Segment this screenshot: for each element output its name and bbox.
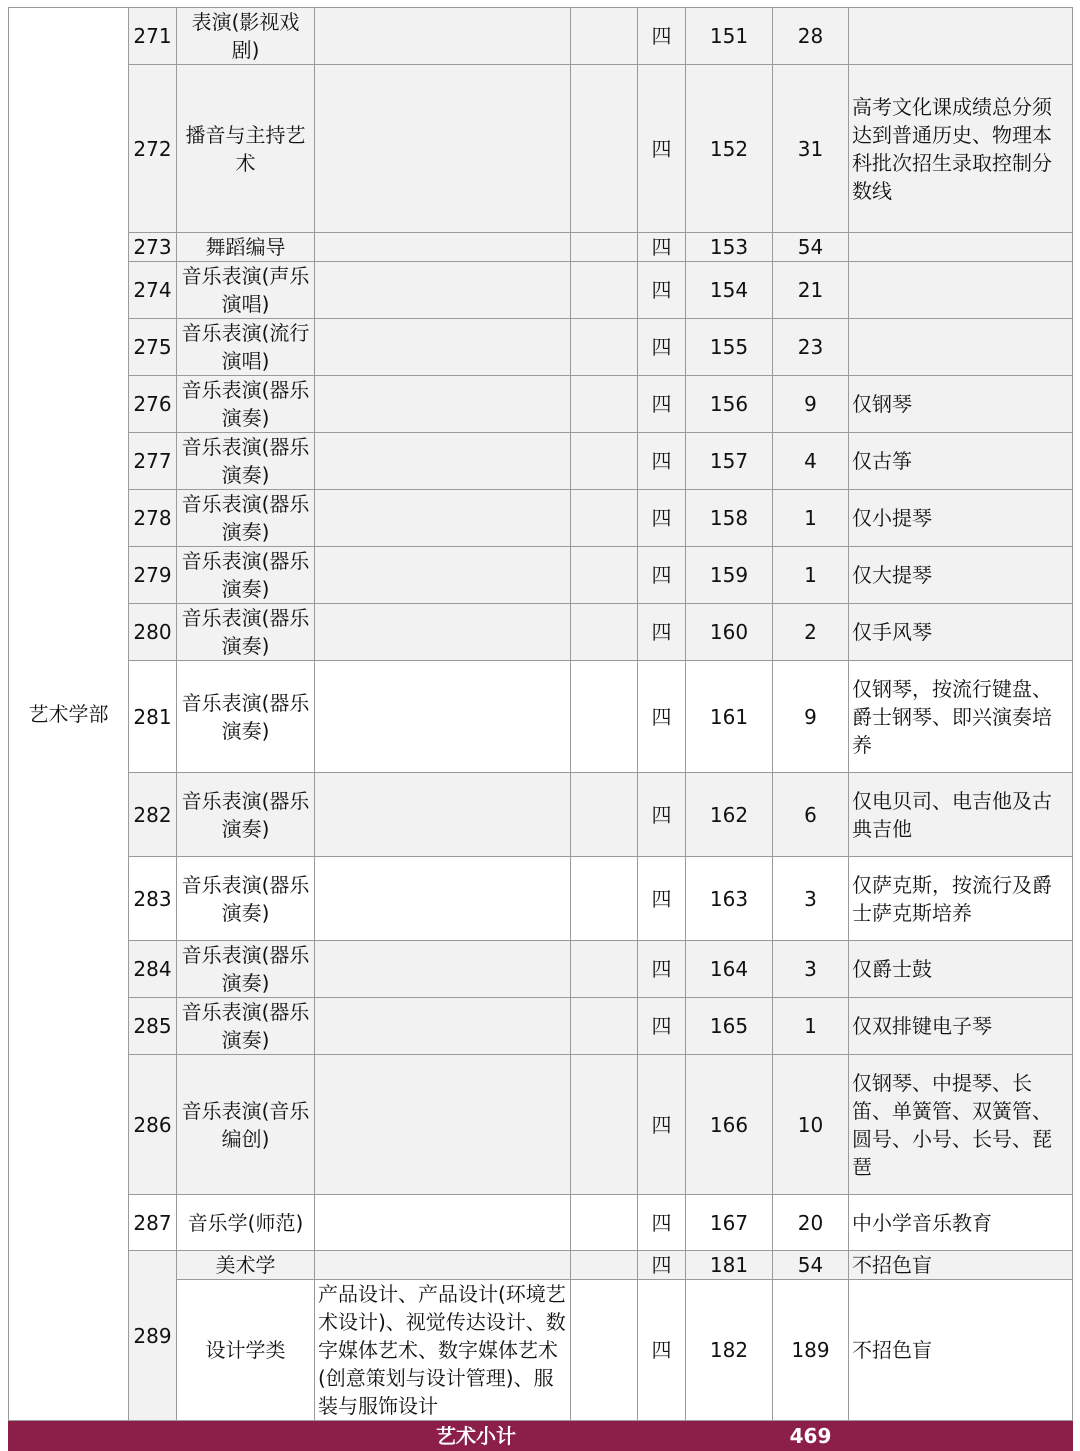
major-code: 162: [686, 773, 773, 857]
remark: [849, 233, 1073, 262]
row-number: 287: [129, 1195, 177, 1251]
table-row: [9, 319, 1073, 376]
remark: 仅钢琴: [849, 376, 1073, 433]
row-number: 276: [129, 376, 177, 433]
plan-count: 54: [773, 1251, 849, 1280]
major-name: 音乐表演(器乐演奏): [177, 857, 315, 941]
study-years: 四: [638, 1251, 686, 1280]
major-name: 音乐表演(器乐演奏): [177, 433, 315, 490]
total-spacer: [638, 1421, 773, 1451]
row-number: 271: [129, 8, 177, 65]
study-years: 四: [638, 262, 686, 319]
major-code: 158: [686, 490, 773, 547]
major-code: 164: [686, 941, 773, 998]
sub-major: [315, 773, 571, 857]
table-row: [9, 773, 1073, 857]
blank-cell: [571, 604, 638, 661]
major-code: 181: [686, 1251, 773, 1280]
remark: 仅小提琴: [849, 490, 1073, 547]
study-years: 四: [638, 433, 686, 490]
total-spacer: [849, 1421, 1073, 1451]
major-name: 音乐表演(器乐演奏): [177, 376, 315, 433]
major-name: 音乐表演(器乐演奏): [177, 490, 315, 547]
study-years: 四: [638, 319, 686, 376]
sub-major: [315, 604, 571, 661]
row-number: 278: [129, 490, 177, 547]
watermark: 高考直通车: [952, 1365, 1052, 1389]
table-row: [9, 1195, 1073, 1251]
remark: 仅钢琴、中提琴、长笛、单簧管、双簧管、圆号、小号、长号、琵琶: [849, 1055, 1073, 1195]
major-code: 166: [686, 1055, 773, 1195]
study-years: 四: [638, 661, 686, 773]
major-code: 167: [686, 1195, 773, 1251]
study-years: 四: [638, 65, 686, 233]
row-number: 272: [129, 65, 177, 233]
sub-major: [315, 941, 571, 998]
table-row: [9, 8, 1073, 65]
major-name: 设计学类: [177, 1280, 315, 1421]
total-label: 艺术小计: [315, 1421, 638, 1451]
plan-count: 9: [773, 376, 849, 433]
sub-major: [315, 1055, 571, 1195]
blank-cell: [571, 376, 638, 433]
study-years: 四: [638, 998, 686, 1055]
major-name: 表演(影视戏剧): [177, 8, 315, 65]
plan-count: 6: [773, 773, 849, 857]
table-row: [9, 490, 1073, 547]
major-code: 159: [686, 547, 773, 604]
major-code: 153: [686, 233, 773, 262]
major-name: 音乐表演(音乐编创): [177, 1055, 315, 1195]
table-row: [9, 1055, 1073, 1195]
plan-count: 20: [773, 1195, 849, 1251]
sub-major: [315, 1251, 571, 1280]
plan-count: 4: [773, 433, 849, 490]
remark: 高考文化课成绩总分须达到普通历史、物理本科批次招生录取控制分数线: [849, 65, 1073, 233]
table-row: [9, 65, 1073, 233]
sub-major: [315, 65, 571, 233]
plan-count: 31: [773, 65, 849, 233]
blank-cell: [571, 773, 638, 857]
blank-cell: [571, 8, 638, 65]
major-name: 音乐表演(器乐演奏): [177, 661, 315, 773]
blank-cell: [571, 433, 638, 490]
table-row: [9, 941, 1073, 998]
major-name: 音乐学(师范): [177, 1195, 315, 1251]
plan-count: 9: [773, 661, 849, 773]
enrollment-table: [8, 7, 1073, 1451]
blank-cell: [571, 547, 638, 604]
remark: 仅手风琴: [849, 604, 1073, 661]
plan-count: 3: [773, 857, 849, 941]
sub-major: [315, 233, 571, 262]
table-row: [9, 262, 1073, 319]
sub-major: [315, 433, 571, 490]
study-years: 四: [638, 233, 686, 262]
blank-cell: [571, 1251, 638, 1280]
table-row: [9, 376, 1073, 433]
major-code: 155: [686, 319, 773, 376]
remark: 仅双排键电子琴: [849, 998, 1073, 1055]
total-value: 469: [773, 1421, 849, 1451]
major-name: 播音与主持艺术: [177, 65, 315, 233]
row-number: 281: [129, 661, 177, 773]
table-row: [9, 661, 1073, 773]
study-years: 四: [638, 941, 686, 998]
sub-major: [315, 998, 571, 1055]
plan-count: 28: [773, 8, 849, 65]
table-row: [9, 433, 1073, 490]
blank-cell: [571, 661, 638, 773]
remark: 不招色盲: [849, 1280, 1073, 1421]
plan-count: 1: [773, 547, 849, 604]
study-years: 四: [638, 547, 686, 604]
major-code: 156: [686, 376, 773, 433]
major-code: 165: [686, 998, 773, 1055]
study-years: 四: [638, 376, 686, 433]
study-years: 四: [638, 857, 686, 941]
plan-count: 21: [773, 262, 849, 319]
table-row: [9, 998, 1073, 1055]
major-code: 151: [686, 8, 773, 65]
row-number: 274: [129, 262, 177, 319]
major-name: 音乐表演(器乐演奏): [177, 604, 315, 661]
plan-count: 1: [773, 998, 849, 1055]
major-name: 音乐表演(器乐演奏): [177, 998, 315, 1055]
remark: 仅大提琴: [849, 547, 1073, 604]
plan-count: 189: [773, 1280, 849, 1421]
remark: 仅古筝: [849, 433, 1073, 490]
blank-cell: [571, 233, 638, 262]
blank-cell: [571, 941, 638, 998]
total-row: [9, 1421, 1073, 1451]
row-number: 286: [129, 1055, 177, 1195]
sub-major: [315, 857, 571, 941]
table-row: [9, 547, 1073, 604]
sub-major: [315, 376, 571, 433]
blank-cell: [571, 262, 638, 319]
major-name: 音乐表演(器乐演奏): [177, 941, 315, 998]
study-years: 四: [638, 490, 686, 547]
sub-major: [315, 262, 571, 319]
major-code: 157: [686, 433, 773, 490]
department-cell: 艺术学部: [9, 8, 129, 1421]
table-row: [9, 604, 1073, 661]
row-number: 282: [129, 773, 177, 857]
study-years: 四: [638, 1280, 686, 1421]
row-number: 273: [129, 233, 177, 262]
sub-major: [315, 1195, 571, 1251]
major-name: 音乐表演(器乐演奏): [177, 547, 315, 604]
sub-major: [315, 319, 571, 376]
blank-cell: [571, 857, 638, 941]
remark: 仅爵士鼓: [849, 941, 1073, 998]
remark: 仅萨克斯，按流行及爵士萨克斯培养: [849, 857, 1073, 941]
sub-major: [315, 661, 571, 773]
row-number: 279: [129, 547, 177, 604]
major-code: 160: [686, 604, 773, 661]
sub-major: [315, 490, 571, 547]
sub-major: [315, 8, 571, 65]
plan-count: 10: [773, 1055, 849, 1195]
blank-cell: [571, 319, 638, 376]
major-code: 163: [686, 857, 773, 941]
major-name: 音乐表演(声乐演唱): [177, 262, 315, 319]
major-code: 154: [686, 262, 773, 319]
table-row: [9, 1251, 1073, 1280]
row-number: 277: [129, 433, 177, 490]
major-name: 舞蹈编导: [177, 233, 315, 262]
plan-count: 1: [773, 490, 849, 547]
plan-count: 54: [773, 233, 849, 262]
total-spacer: [9, 1421, 315, 1451]
remark: 不招色盲: [849, 1251, 1073, 1280]
study-years: 四: [638, 8, 686, 65]
study-years: 四: [638, 604, 686, 661]
table-row: [9, 233, 1073, 262]
plan-count: 23: [773, 319, 849, 376]
row-number: 275: [129, 319, 177, 376]
blank-cell: [571, 490, 638, 547]
major-name: 音乐表演(流行演唱): [177, 319, 315, 376]
major-code: 161: [686, 661, 773, 773]
major-name: 美术学: [177, 1251, 315, 1280]
plan-count: 3: [773, 941, 849, 998]
remark: 仅电贝司、电吉他及古典吉他: [849, 773, 1073, 857]
blank-cell: [571, 1195, 638, 1251]
study-years: 四: [638, 1195, 686, 1251]
row-number: 283: [129, 857, 177, 941]
study-years: 四: [638, 1055, 686, 1195]
row-number: 280: [129, 604, 177, 661]
major-name: 音乐表演(器乐演奏): [177, 773, 315, 857]
major-code: 152: [686, 65, 773, 233]
remark: [849, 262, 1073, 319]
remark: [849, 8, 1073, 65]
sub-major: [315, 547, 571, 604]
row-number: 285: [129, 998, 177, 1055]
major-code: 182: [686, 1280, 773, 1421]
remark: 中小学音乐教育: [849, 1195, 1073, 1251]
plan-count: 2: [773, 604, 849, 661]
blank-cell: [571, 1280, 638, 1421]
table-row: [9, 857, 1073, 941]
remark: [849, 319, 1073, 376]
sub-major: 产品设计、产品设计(环境艺术设计)、视觉传达设计、数字媒体艺术、数字媒体艺术(创意策划与设计管理)、服装与服饰设计: [315, 1280, 571, 1421]
row-number: 289: [129, 1251, 177, 1421]
remark: 仅钢琴，按流行键盘、爵士钢琴、即兴演奏培养: [849, 661, 1073, 773]
blank-cell: [571, 998, 638, 1055]
blank-cell: [571, 65, 638, 233]
blank-cell: [571, 1055, 638, 1195]
study-years: 四: [638, 773, 686, 857]
row-number: 284: [129, 941, 177, 998]
